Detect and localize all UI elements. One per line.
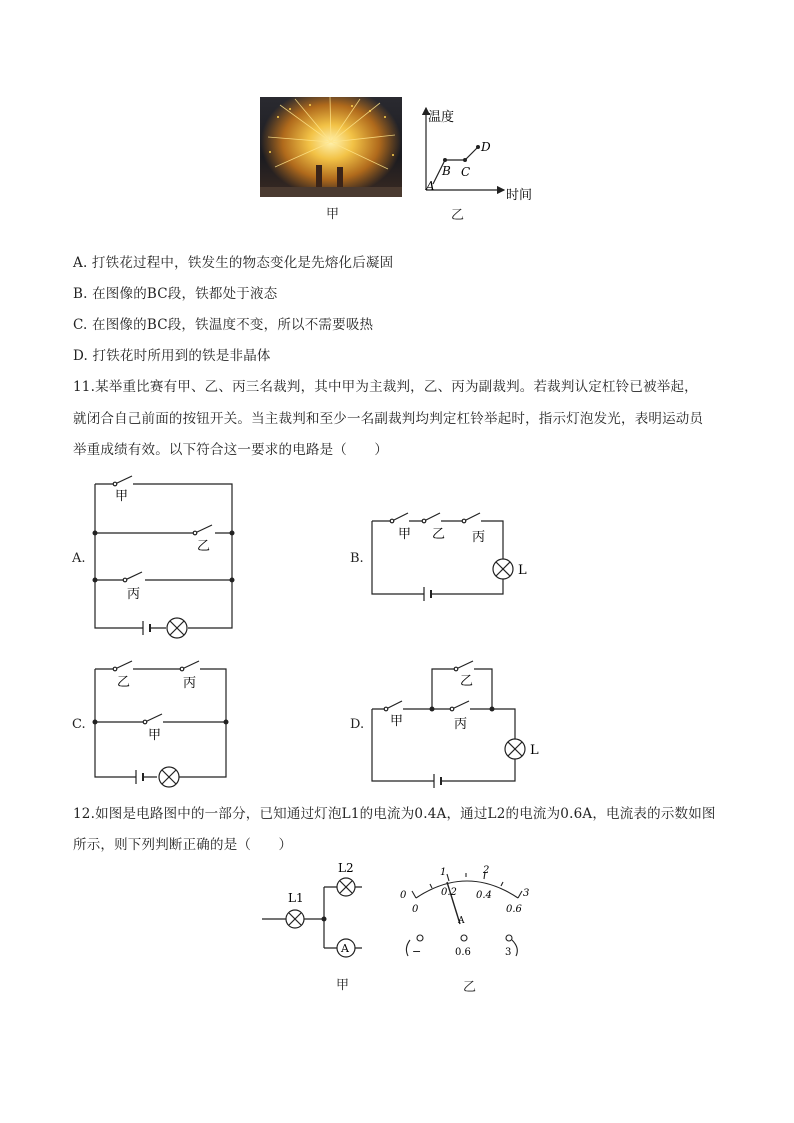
terminal-3: 3 xyxy=(505,947,512,958)
q12-circuit-fragment xyxy=(262,856,372,991)
switch-bing-label: 丙 xyxy=(454,717,468,732)
temperature-time-graph xyxy=(418,102,548,222)
point-b: B xyxy=(442,164,451,178)
circuit-c xyxy=(85,655,245,790)
switch-yi-label: 乙 xyxy=(460,674,474,689)
switch-yi-label: 乙 xyxy=(432,527,446,542)
graph-x-label: 时间 xyxy=(506,188,533,203)
q10-option-c: C. 在图像的BC段，铁温度不变，所以不需要吸热 xyxy=(73,317,374,333)
q11-option-c-label: C. xyxy=(72,717,86,732)
q11-option-d-label: D. xyxy=(350,717,365,732)
q12-stem-line-1: 12.如图是电路图中的一部分，已知通过灯泡L1的电流为0.4A，通过L2的电流为0.6A，电流表的示数如图 xyxy=(73,806,716,822)
switch-jia-label: 甲 xyxy=(148,728,162,743)
iron-fireworks-photo xyxy=(260,97,402,197)
q12-caption-left: 甲 xyxy=(336,978,350,993)
q11-stem-line-3: 举重成绩有效。以下符合这一要求的电路是（ ） xyxy=(73,442,389,458)
q10-option-a: A. 打铁花过程中，铁发生的物态变化是先熔化后凝固 xyxy=(73,255,394,271)
switch-bing-label: 丙 xyxy=(472,530,486,545)
q11-option-a-label: A. xyxy=(72,551,86,566)
switch-yi-label: 乙 xyxy=(117,675,131,690)
switch-bing-label: 丙 xyxy=(183,676,197,691)
upper-tick-0: 0 xyxy=(400,890,407,901)
switch-bing-label: 丙 xyxy=(127,587,141,602)
upper-tick-1: 1 xyxy=(440,867,447,878)
lower-tick-0.2: 0.2 xyxy=(441,887,457,898)
terminal-negative: − xyxy=(412,945,422,958)
lamp-l1-label: L1 xyxy=(288,891,304,905)
lamp-l2-label: L2 xyxy=(338,861,354,875)
switch-jia-label: 甲 xyxy=(115,489,129,504)
q12-caption-right: 乙 xyxy=(463,980,477,995)
lower-tick-0: 0 xyxy=(412,904,419,915)
ammeter-symbol-label: A xyxy=(341,942,349,955)
q11-option-b-label: B. xyxy=(350,551,364,566)
point-c: C xyxy=(461,165,471,179)
graph-caption: 乙 xyxy=(451,208,465,223)
q11-stem-line-1: 11.某举重比赛有甲、乙、丙三名裁判，其中甲为主裁判，乙、丙为副裁判。若裁判认定杠铃已被举起， xyxy=(73,379,698,395)
graph-y-label: 温度 xyxy=(428,110,455,125)
q11-stem-line-2: 就闭合自己前面的按钮开关。当主裁判和至少一名副裁判均判定杠铃举起时，指示灯泡发光，表明运动员 xyxy=(73,411,704,427)
circuit-b xyxy=(362,505,542,605)
point-d: D xyxy=(481,140,491,154)
lamp-label: L xyxy=(518,563,527,578)
switch-jia-label: 甲 xyxy=(398,527,412,542)
circuit-a xyxy=(85,470,245,640)
switch-jia-label: 甲 xyxy=(390,714,404,729)
ammeter-unit: A xyxy=(458,916,465,926)
point-a: A xyxy=(426,179,435,193)
photo-caption: 甲 xyxy=(326,207,340,222)
q10-option-b: B. 在图像的BC段，铁都处于液态 xyxy=(73,286,278,302)
q12-stem-line-2: 所示，则下列判断正确的是（ ） xyxy=(73,837,293,853)
lamp-label: L xyxy=(530,743,539,758)
switch-yi-label: 乙 xyxy=(197,539,211,554)
upper-tick-3: 3 xyxy=(523,888,530,899)
circuit-d xyxy=(362,655,547,790)
lower-tick-0.4: 0.4 xyxy=(476,890,492,901)
upper-tick-2: 2 xyxy=(483,865,490,876)
q10-option-d: D. 打铁花时所用到的铁是非晶体 xyxy=(73,348,271,364)
lower-tick-0.6: 0.6 xyxy=(506,904,522,915)
ammeter-dial xyxy=(392,860,542,975)
terminal-0.6: 0.6 xyxy=(455,947,471,958)
